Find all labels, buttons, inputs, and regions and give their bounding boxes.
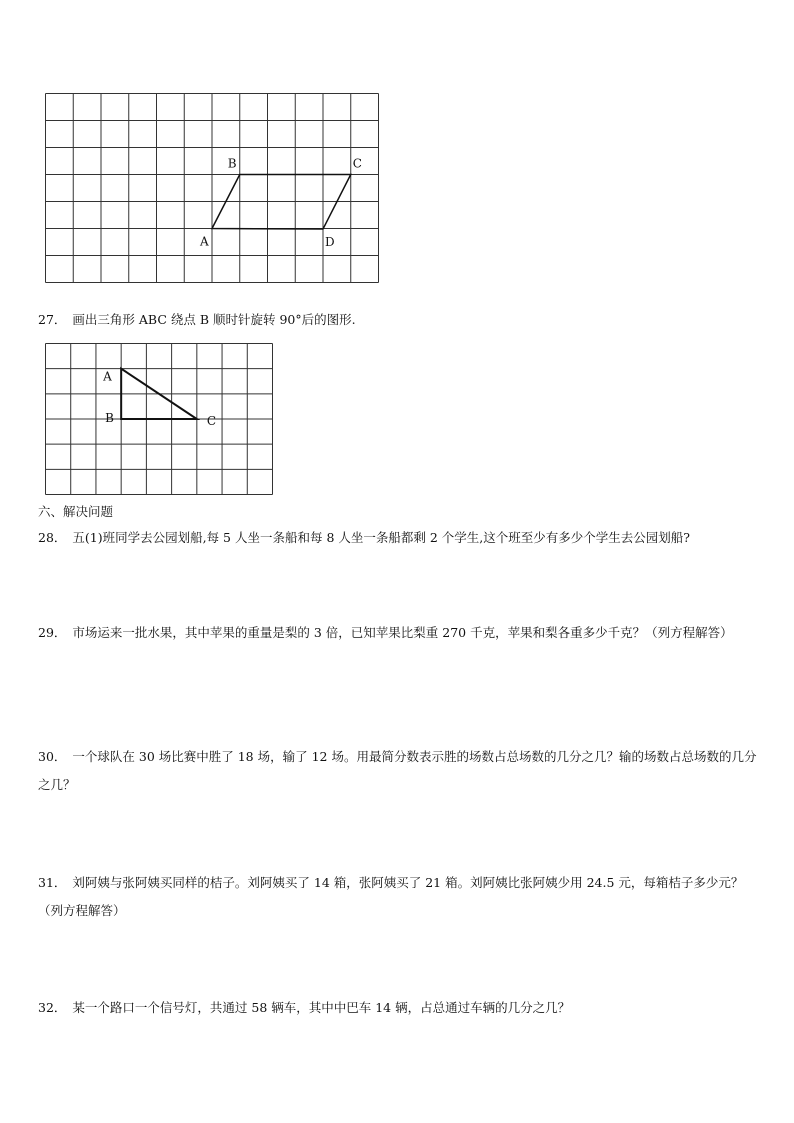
vertex-label-c: C bbox=[206, 414, 217, 428]
section-heading: 六、解决问题 bbox=[38, 504, 114, 519]
question-30 bbox=[38, 743, 760, 799]
question-text: 市场运来一批水果，其中苹果的重量是梨的 3 倍，已知苹果比梨重 270 千克，苹果和梨各重多少千克？（列方程解答） bbox=[72, 625, 733, 640]
question-number: 30． bbox=[38, 749, 67, 764]
question-text: 一个球队在 30 场比赛中胜了 18 场，输了 12 场。用最简分数表示胜的场数占总场数的几分之几？输的场数占总场数的几分之几？ bbox=[38, 749, 757, 792]
vertex-label-a: A bbox=[200, 234, 209, 249]
question-number: 27． bbox=[38, 312, 67, 327]
question-32 bbox=[38, 994, 760, 1022]
vertex-label-a: A bbox=[103, 369, 112, 384]
question-text: 画出三角形 ABC 绕点 B 顺时针旋转 90°后的图形. bbox=[72, 312, 356, 327]
parallelogram-grid-figure bbox=[45, 93, 379, 283]
question-28 bbox=[38, 524, 760, 552]
question-text: 刘阿姨与张阿姨买同样的桔子。刘阿姨买了 14 箱，张阿姨买了 21 箱。刘阿姨比张阿姨少用 24.5 元，每箱桔子多少元？（列方程解答） bbox=[38, 875, 744, 918]
grid-2-svg bbox=[45, 343, 273, 495]
grid-1-svg bbox=[45, 93, 379, 283]
question-number: 29． bbox=[38, 625, 67, 640]
question-number: 32． bbox=[38, 1000, 67, 1015]
vertex-label-b: B bbox=[105, 411, 114, 425]
question-number: 28． bbox=[38, 530, 67, 545]
question-27 bbox=[38, 306, 760, 334]
question-29 bbox=[38, 619, 760, 647]
vertex-label-d: D bbox=[325, 235, 335, 250]
question-text: 某一个路口一个信号灯，共通过 58 辆车，其中中巴车 14 辆，占总通过车辆的几分之几？ bbox=[72, 1000, 571, 1015]
grid-lines bbox=[46, 94, 379, 283]
vertex-label-c: C bbox=[352, 156, 362, 171]
question-text: 五(1)班同学去公园划船,每 5 人坐一条船和每 8 人坐一条船都剩 2 个学生,这个班至少有多少个学生去公园划船? bbox=[72, 530, 690, 545]
triangle-grid-figure bbox=[45, 343, 273, 495]
question-number: 31． bbox=[38, 875, 67, 890]
question-31 bbox=[38, 869, 760, 925]
vertex-label-b: B bbox=[227, 156, 237, 171]
